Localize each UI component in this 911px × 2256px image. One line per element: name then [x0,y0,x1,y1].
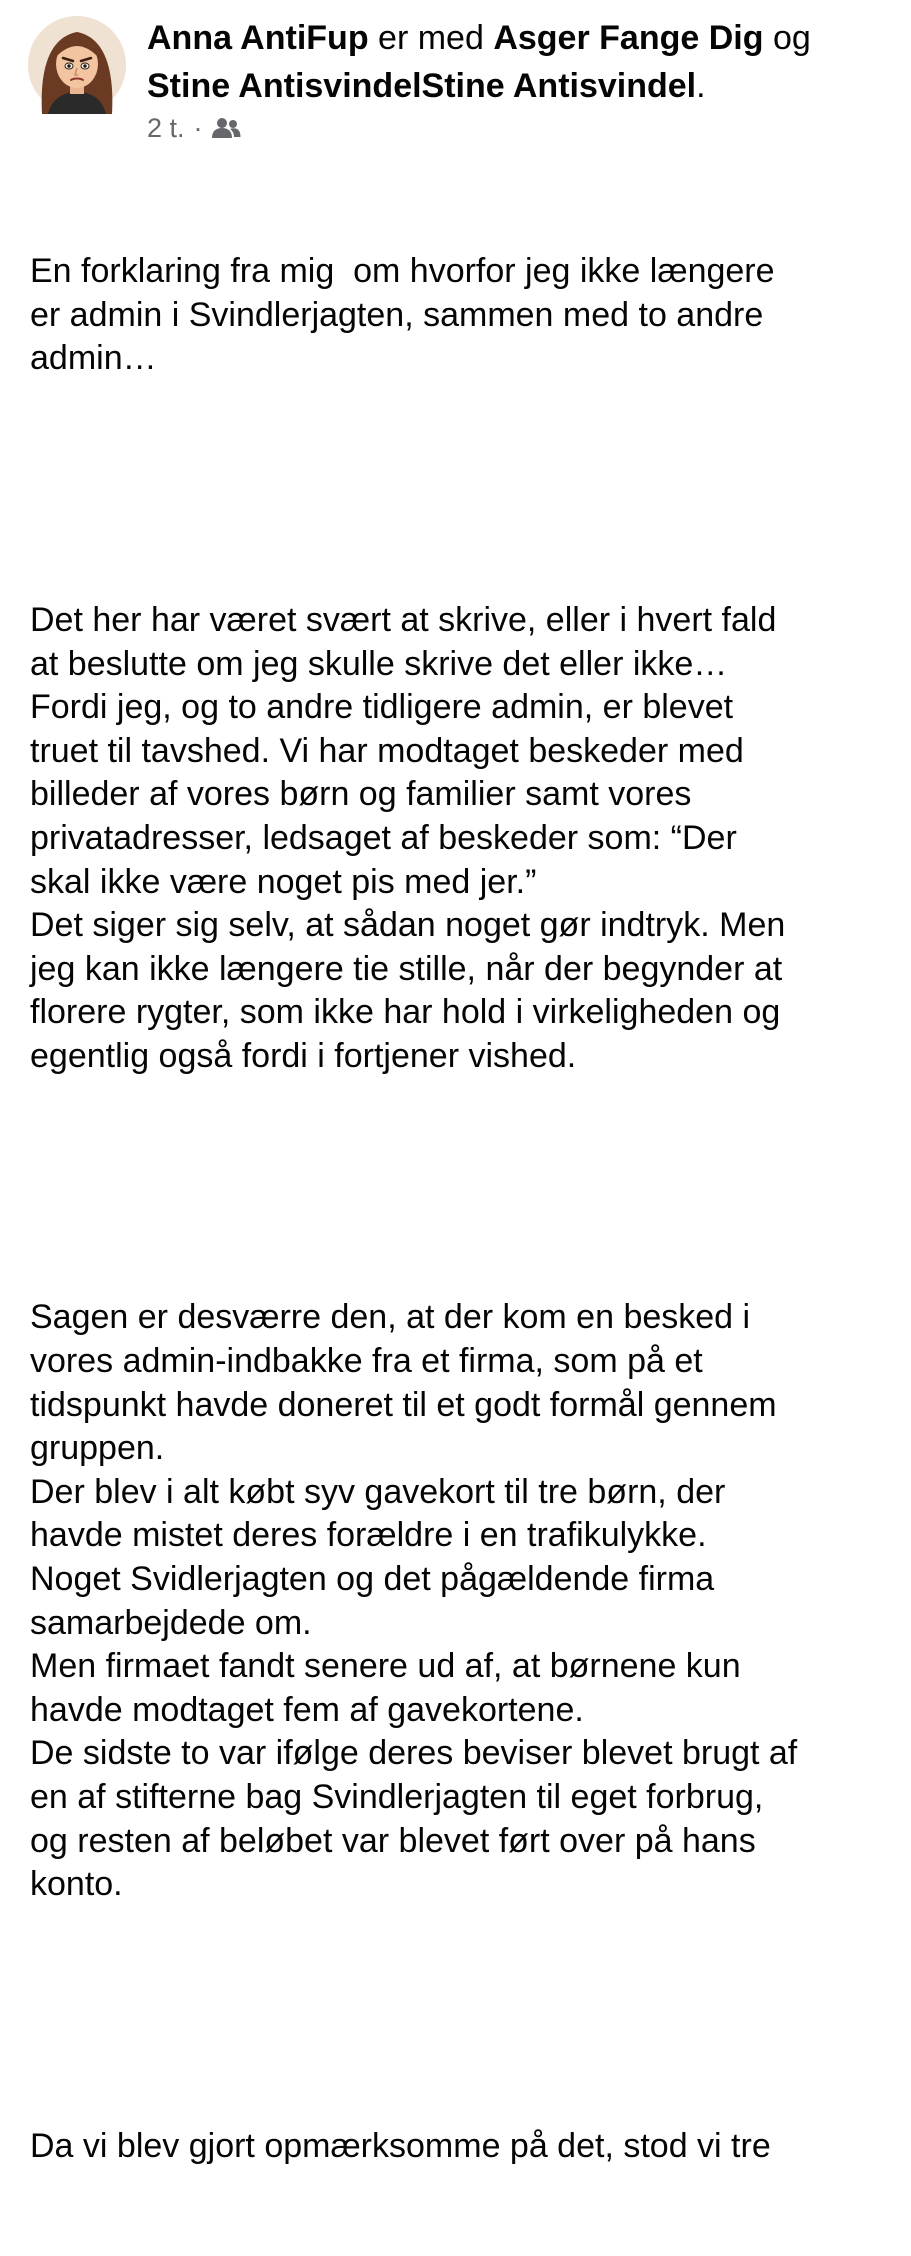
avatar[interactable] [28,16,126,114]
author-name[interactable]: Anna AntiFup [147,19,369,57]
post-meta [147,110,241,146]
and-word: og [772,19,811,57]
post-author-line [147,14,887,110]
paragraph-gap [30,1994,895,2038]
paragraph-gap [30,468,895,512]
post-body [30,163,895,2256]
with-word: er med [378,19,484,57]
meta-separator: · [193,113,203,143]
tagged-user-1[interactable]: Asger Fange Dig [493,19,764,57]
cartoon-woman-avatar-icon [28,16,126,114]
paragraph-continued: Da vi blev gjort opmærksomme på det, stod vi tre [30,2126,771,2165]
paragraph-threats: Det her har været svært at skrive, eller i hvert fald at beslutte om jeg skulle skrive det eller ikke… Fordi jeg, og to andre tidligere admin, er blevet truet til tavshed. Vi har modtaget beskeder med billeder af vores børn og familier samt vores privatadresser, ledsaget af beskeder som: “Der skal ikke være noget pis med jer.” Det siger sig selv, at sådan noget gør indtryk. Men jeg kan ikke længere tie stille, når der begynder at florere rygter, som ikke har hold i virkeligheden og egentlig også fordi i fortjener vished. [30,600,786,1075]
post-header [28,14,888,144]
tagged-user-2[interactable]: Stine AntisvindelStine Antisvindel [147,67,697,105]
paragraph-gap [30,1166,895,1210]
friends-icon[interactable] [211,116,241,140]
post-timestamp[interactable]: 2 t. [147,113,185,143]
period: . [696,67,706,105]
paragraph-intro: En forklaring fra mig om hvorfor jeg ikke længere er admin i Svindlerjagten, sammen med to andre admin… [30,252,775,378]
paragraph-giftcards: Sagen er desværre den, at der kom en besked i vores admin-indbakke fra et firma, som på et tidspunkt havde doneret til et godt formål gennem gruppen. Der blev i alt købt syv gavekort til tre børn, der havde mistet deres forældre i en trafikulykke. Noget Svidlerjagten og det pågældende firma samarbejdede om. Men firmaet fandt senere ud af, at børnene kun havde modtaget fem af gavekortene. De sidste to var ifølge deres beviser blevet brugt af en af stifterne bag Svindlerjagten til eget forbrug, og resten af beløbet var blevet ført over på hans konto. [30,1298,798,1904]
